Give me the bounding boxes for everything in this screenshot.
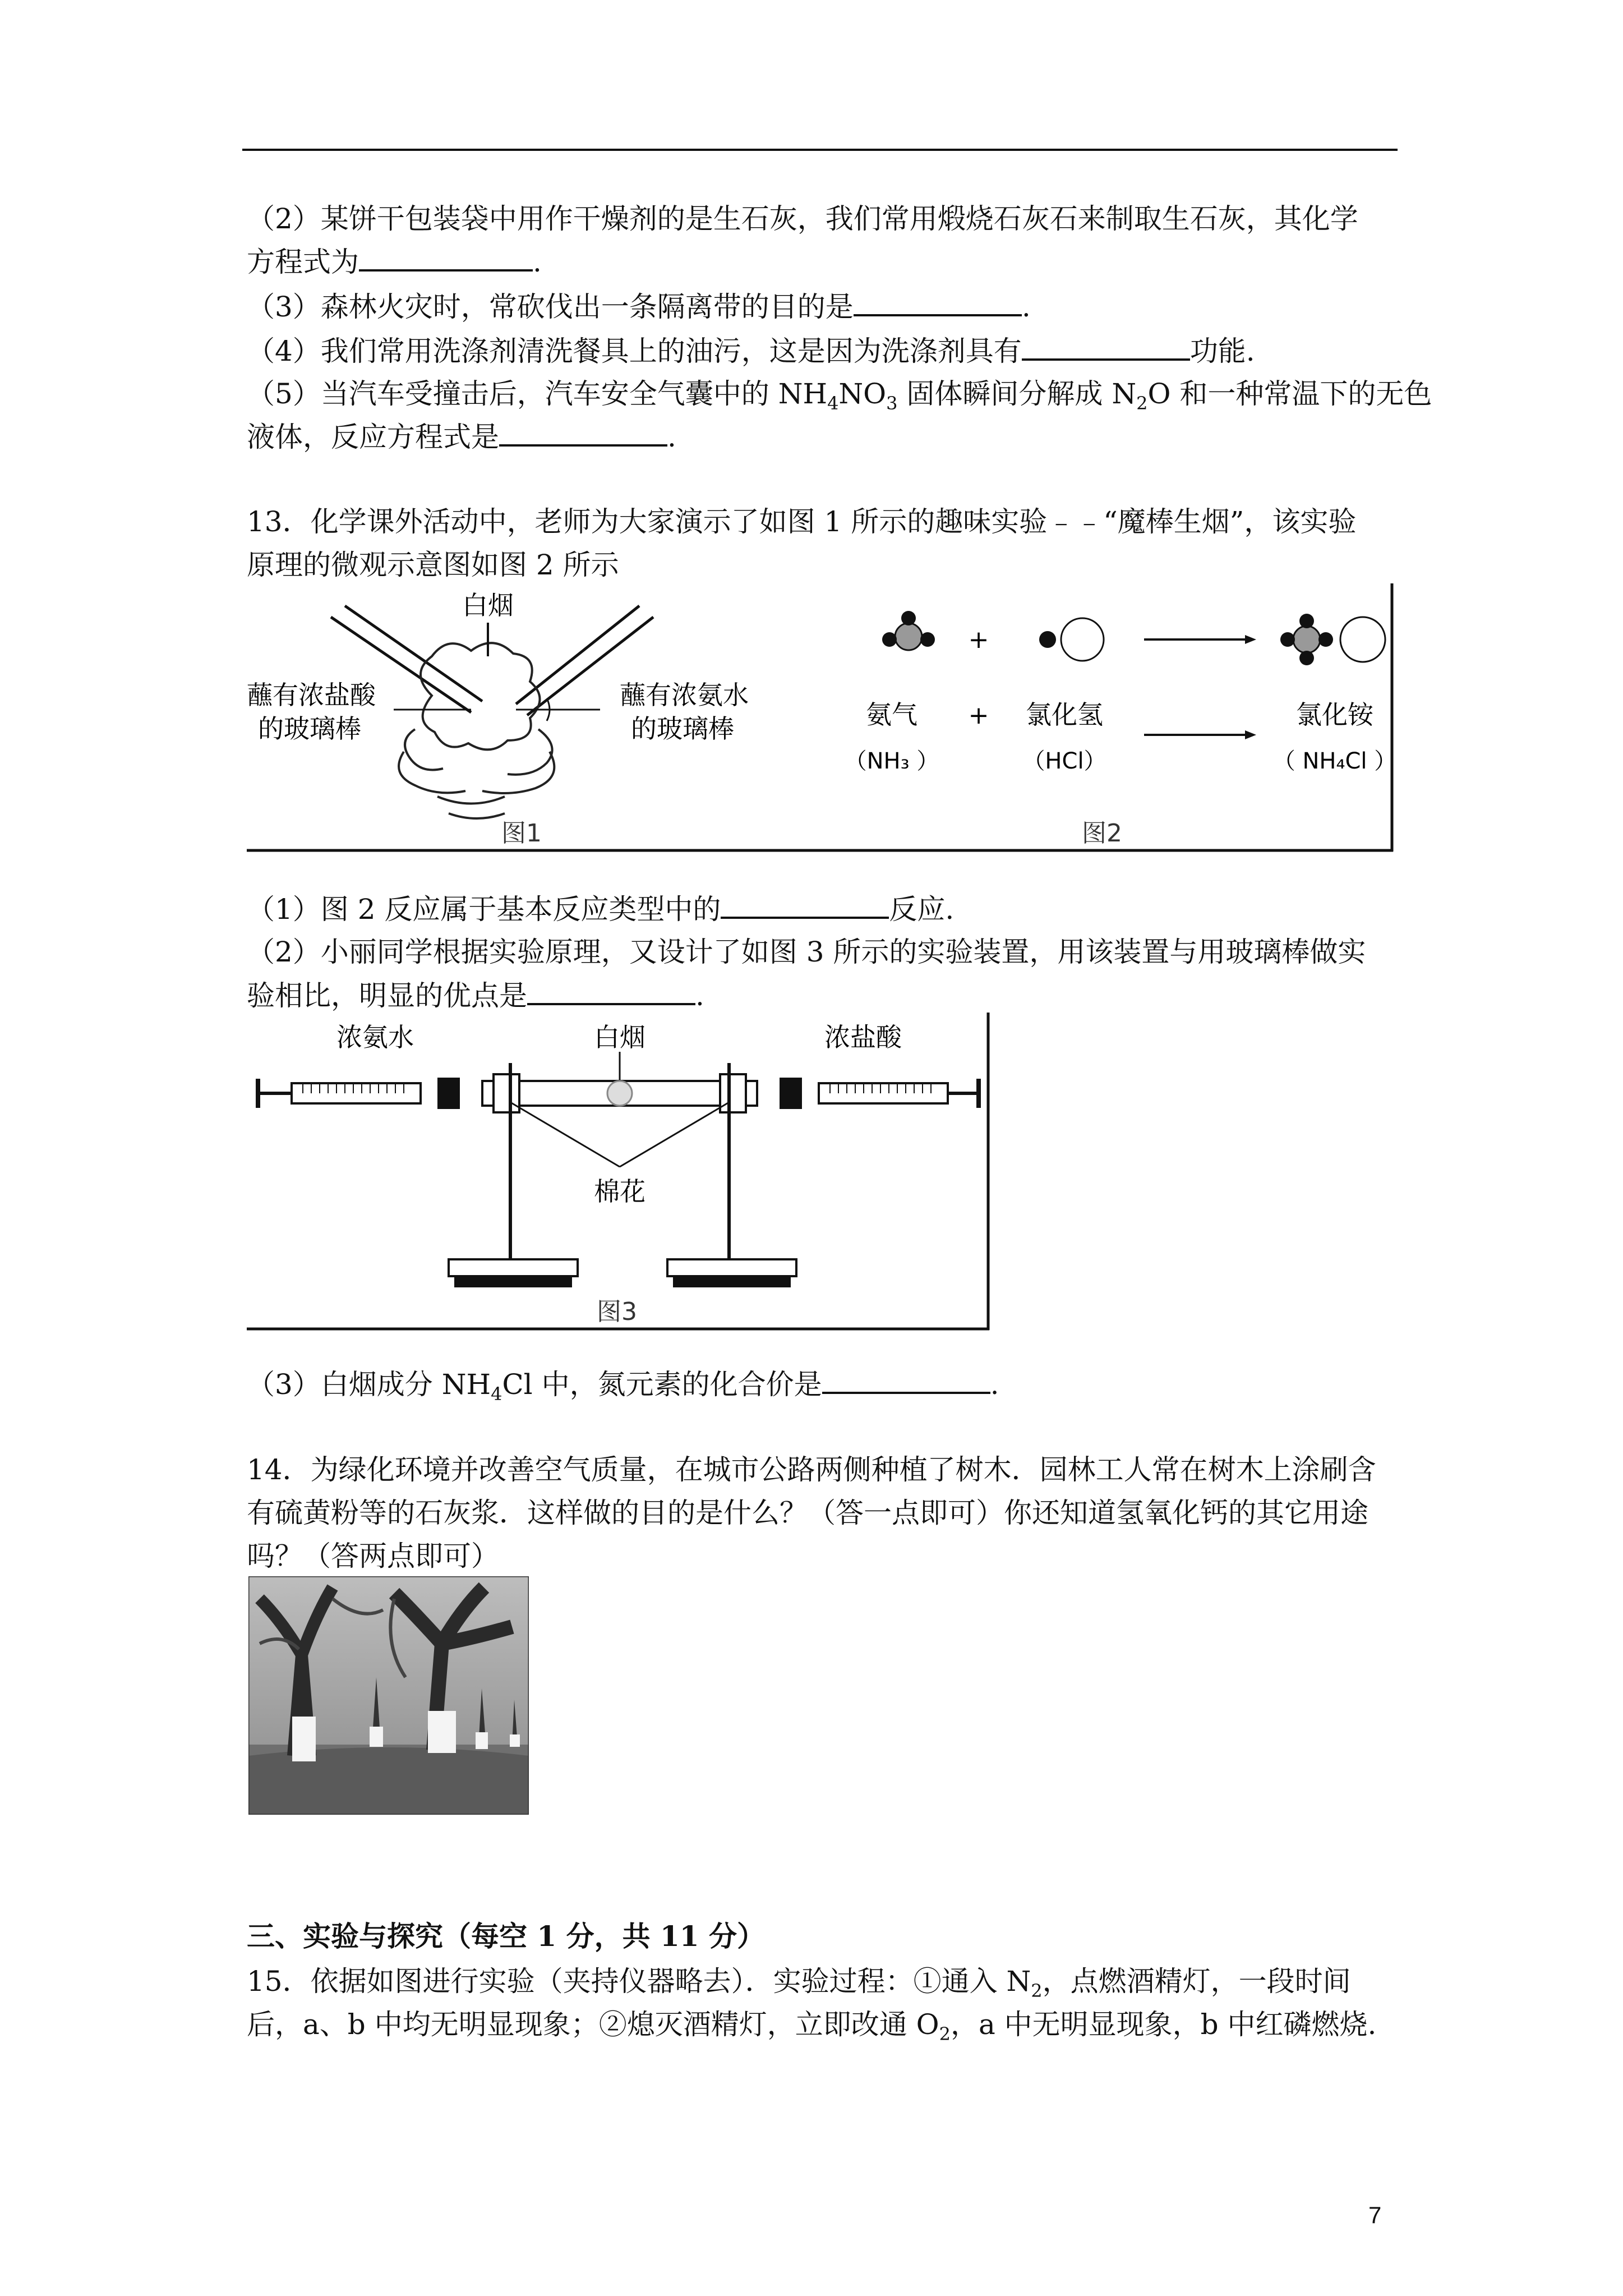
plus-sign: + [968,701,989,730]
page-number: 7 [1368,2202,1382,2228]
q12-part3-suffix: . [1021,291,1031,323]
q13-part1-suffix: 反应. [889,893,955,926]
nh3-molecule-icon [882,611,935,650]
answer-blank[interactable] [499,418,667,447]
q14-line1: 14．为绿化环境并改善空气质量，在城市公路两侧种植了树木．园林工人常在树木上涂刷含 [247,1453,1376,1486]
q12-part2-suffix: . [533,246,542,278]
white-smoke-cloud [399,643,554,818]
answer-blank[interactable] [359,243,533,272]
reaction-arrow-top [1144,635,1256,644]
header-rule [242,149,1398,151]
q13-part2-line2 [247,977,704,1014]
q12-part5-suffix: . [667,421,676,453]
fig3-cotton-label: 棉花 [594,1176,645,1207]
fig3-hcl-label: 浓盐酸 [824,1022,902,1052]
q15-line1 [247,1963,1351,2009]
text: ，a 中无明显现象，b 中红磷燃烧. [950,2008,1377,2041]
nh3-name: 氨气 [866,700,917,730]
q13-part1 [247,891,954,927]
fig2-caption: 图2 [1082,819,1122,848]
q12-part4-suffix: 功能. [1189,335,1255,367]
hcl-formula: （HCl） [1022,748,1106,774]
q13-part2-suffix: . [695,979,704,1012]
figure-1-2 [247,583,1396,853]
glass-tube [482,1074,757,1112]
q12-part2-line1: （2）某饼干包装袋中用作干燥剂的是生石灰，我们常用煅烧石灰石来制取生石灰，其化学 [247,203,1358,235]
nh4cl-name: 氯化铵 [1296,700,1373,730]
q12-part5-line1 [247,376,1432,421]
fig1-left-label-1: 蘸有浓盐酸 [247,680,376,710]
answer-blank[interactable] [854,288,1022,316]
fig3-smoke-label: 白烟 [594,1022,645,1052]
q12-part3-prefix: （3）森林火灾时，常砍伐出一条隔离带的目的是 [247,291,854,323]
text: 固体瞬间分解成 N [897,378,1137,410]
q13-stem-line2: 原理的微观示意图如图 2 所示 [247,549,619,581]
hcl-molecule-icon [1039,618,1104,661]
figure-3-apparatus [247,1013,993,1332]
text: . [990,1368,999,1401]
q12-part2-prefix: 方程式为 [247,246,359,278]
subscript: 3 [886,393,898,414]
fig1-right-label-1: 蘸有浓氨水 [620,680,749,710]
answer-blank[interactable] [527,977,695,1005]
q12-part5-prefix: 液体，反应方程式是 [247,421,499,453]
tree-photo [248,1576,529,1815]
subscript: 4 [827,393,839,414]
q14-line2: 有硫黄粉等的石灰浆．这样做的目的是什么？（答一点即可）你还知道氢氧化钙的其它用途 [247,1497,1368,1529]
text: O 和一种常温下的无色 [1147,378,1432,410]
q12-part3 [247,288,1031,325]
subscript: 2 [1031,1980,1043,2001]
fig1-left-label-2: 的玻璃棒 [258,714,361,744]
nh4cl-formula: （ NH₄Cl ） [1272,748,1396,774]
left-syringe [258,1078,460,1109]
q12-part4 [247,333,1255,369]
answer-blank[interactable] [822,1366,990,1394]
subscript: 4 [491,1383,502,1405]
text: ，点燃酒精灯，一段时间 [1042,1965,1351,1998]
fig3-caption: 图3 [597,1297,637,1326]
fig1-right-label-2: 的玻璃棒 [631,714,734,744]
fig1-smoke-label: 白烟 [462,590,514,620]
subscript: 2 [1136,393,1148,414]
text: Cl 中，氮元素的化合价是 [502,1368,822,1401]
fig1-caption: 图1 [501,819,542,848]
q12-part4-prefix: （4）我们常用洗涤剂清洗餐具上的油污，这是因为洗涤剂具有 [247,335,1022,367]
q13-part3 [247,1366,999,1412]
q13-stem-line1: 13．化学课外活动中，老师为大家演示了如图 1 所示的趣味实验﹣﹣“魔棒生烟”，该实验 [247,505,1357,538]
q12-part5-line2 [247,418,676,455]
answer-blank[interactable] [721,891,889,919]
nh3-formula: （NH₃ ） [844,748,939,774]
text: 15．依据如图进行实验（夹持仪器略去）．实验过程：①通入 N [247,1965,1031,1998]
text: （5）当汽车受撞击后，汽车安全气囊中的 NH [247,378,828,410]
answer-blank[interactable] [1022,333,1190,361]
fig3-ammonia-label: 浓氨水 [336,1022,414,1052]
text: （3）白烟成分 NH [247,1368,491,1401]
text: 后，a、b 中均无明显现象；②熄灭酒精灯，立即改通 O [247,2008,939,2041]
text: NO [838,378,887,410]
q13-part2-prefix: 验相比，明显的优点是 [247,979,527,1012]
q15-line2 [247,2007,1376,2052]
q12-part2-line2 [247,243,542,280]
reaction-arrow-bottom [1144,730,1256,739]
subscript: 2 [939,2023,951,2045]
hcl-name: 氯化氢 [1026,700,1103,730]
q13-part2-line1: （2）小丽同学根据实验原理，又设计了如图 3 所示的实验装置，用该装置与用玻璃棒做实 [247,936,1366,968]
nh4cl-molecule-icon [1280,614,1385,665]
q13-part1-prefix: （1）图 2 反应属于基本反应类型中的 [247,893,721,926]
section-3-heading: 三、实验与探究（每空 1 分，共 11 分） [247,1920,765,1953]
q14-line3: 吗？（答两点即可） [247,1540,499,1572]
plus-sign: + [968,625,989,654]
right-syringe [780,1078,979,1109]
